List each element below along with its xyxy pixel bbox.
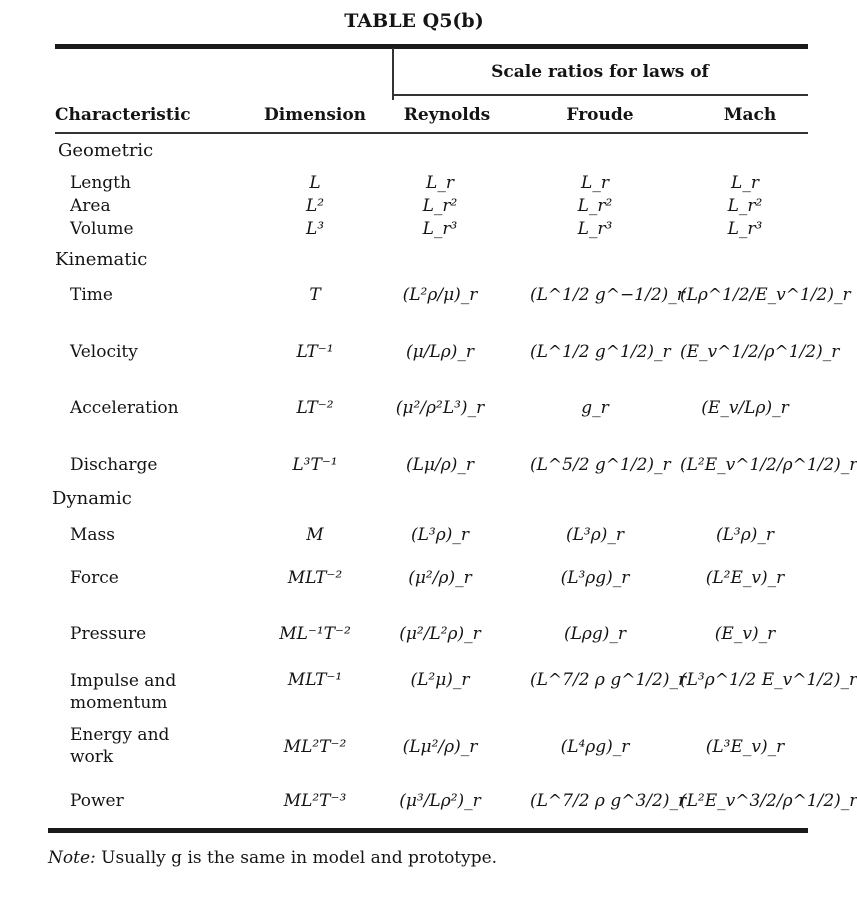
- dimension-cell: L³T⁻¹: [292, 455, 338, 475]
- mach-cell: (L³ρ^1/2 E_v^1/2)_r: [680, 670, 857, 690]
- header-froude: Froude: [566, 105, 634, 125]
- dimension-cell: ML²T⁻²: [283, 737, 347, 757]
- mach-cell: (E_v)_r: [714, 624, 776, 644]
- reynolds-cell: (L³ρ)_r: [411, 525, 469, 545]
- row-label: Pressure: [70, 624, 147, 644]
- mach-cell: (L²E_v^1/2/ρ^1/2)_r: [680, 455, 857, 475]
- froude-cell: (L^1/2 g^1/2)_r: [530, 342, 671, 362]
- section-geometric: Geometric: [58, 140, 154, 161]
- dimension-cell: ML²T⁻³: [283, 791, 347, 811]
- row-label: Energy and work: [70, 725, 170, 767]
- froude-cell: (L³ρg)_r: [560, 568, 630, 588]
- froude-cell: (L⁴ρg)_r: [560, 737, 630, 757]
- froude-cell: g_r: [581, 398, 609, 418]
- table-title: TABLE Q5(b): [344, 10, 484, 32]
- header-reynolds: Reynolds: [403, 105, 491, 125]
- reynolds-cell: L_r: [426, 173, 454, 193]
- reynolds-cell: (μ/Lρ)_r: [406, 342, 474, 362]
- row-label: Velocity: [70, 342, 138, 362]
- row-label: Impulse and momentum: [70, 671, 177, 713]
- froude-cell: (L^1/2 g^−1/2)_r: [530, 285, 685, 305]
- froude-cell: (L^5/2 g^1/2)_r: [530, 455, 671, 475]
- row-label: Volume: [70, 219, 134, 239]
- scale-rule: [392, 94, 808, 96]
- note-text: Usually g is the same in model and prototype.: [101, 848, 498, 868]
- row-label: Mass: [70, 525, 115, 545]
- row-label: Area: [70, 196, 111, 216]
- reynolds-cell: (μ²/L²ρ)_r: [399, 624, 481, 644]
- note-label: Note:: [48, 848, 96, 868]
- dimension-cell: LT⁻¹: [296, 342, 334, 362]
- froude-cell: (L³ρ)_r: [566, 525, 624, 545]
- section-kinematic: Kinematic: [55, 249, 148, 270]
- row-label: Acceleration: [70, 398, 179, 418]
- dimension-cell: T: [309, 285, 321, 305]
- dimension-cell: L²: [305, 196, 325, 216]
- row-label: Discharge: [70, 455, 158, 475]
- header-dimension: Dimension: [263, 105, 367, 125]
- reynolds-cell: (Lμ²/ρ)_r: [402, 737, 478, 757]
- dimension-cell: MLT⁻¹: [287, 670, 343, 690]
- dimension-cell: MLT⁻²: [287, 568, 343, 588]
- header-mach: Mach: [723, 105, 777, 125]
- mach-cell: (L²E_v^3/2/ρ^1/2)_r: [680, 791, 857, 811]
- mach-cell: L_r³: [727, 219, 763, 239]
- mach-cell: L_r²: [727, 196, 763, 216]
- header-rule: [55, 132, 808, 134]
- froude-cell: L_r²: [577, 196, 613, 216]
- bottom-rule: [48, 828, 808, 833]
- header-characteristic: Characteristic: [55, 105, 191, 125]
- mach-cell: L_r: [731, 173, 759, 193]
- reynolds-cell: (μ²/ρ²L³)_r: [395, 398, 485, 418]
- table-note: [48, 848, 497, 868]
- reynolds-cell: (μ²/ρ)_r: [408, 568, 472, 588]
- scale-ratios-header: Scale ratios for laws of: [491, 62, 709, 82]
- dimension-cell: ML⁻¹T⁻²: [279, 624, 351, 644]
- froude-cell: (L^7/2 ρ g^3/2)_r: [530, 791, 687, 811]
- dimension-cell: L³: [305, 219, 325, 239]
- mach-cell: (Lρ^1/2/E_v^1/2)_r: [680, 285, 851, 305]
- row-label: Power: [70, 791, 124, 811]
- reynolds-cell: (μ³/Lρ²)_r: [399, 791, 481, 811]
- mach-cell: (L³ρ)_r: [716, 525, 774, 545]
- dimension-cell: M: [306, 525, 324, 545]
- mach-cell: (E_v/Lρ)_r: [701, 398, 789, 418]
- reynolds-cell: (Lμ/ρ)_r: [406, 455, 474, 475]
- reynolds-cell: L_r³: [422, 219, 458, 239]
- dimension-cell: L: [309, 173, 321, 193]
- reynolds-cell: (L²μ)_r: [410, 670, 470, 690]
- froude-cell: (Lρg)_r: [563, 624, 627, 644]
- row-label: Time: [70, 285, 113, 305]
- mach-cell: (L²E_v)_r: [705, 568, 785, 588]
- top-rule: [55, 44, 808, 49]
- froude-cell: L_r: [581, 173, 609, 193]
- dimension-cell: LT⁻²: [296, 398, 334, 418]
- reynolds-cell: L_r²: [422, 196, 458, 216]
- froude-cell: L_r³: [577, 219, 613, 239]
- row-label: Length: [70, 173, 131, 193]
- row-label: Force: [70, 568, 119, 588]
- mach-cell: (E_v^1/2/ρ^1/2)_r: [680, 342, 840, 362]
- mach-cell: (L³E_v)_r: [705, 737, 785, 757]
- reynolds-cell: (L²ρ/μ)_r: [402, 285, 478, 305]
- froude-cell: (L^7/2 ρ g^1/2)_r: [530, 670, 687, 690]
- section-dynamic: Dynamic: [52, 488, 132, 509]
